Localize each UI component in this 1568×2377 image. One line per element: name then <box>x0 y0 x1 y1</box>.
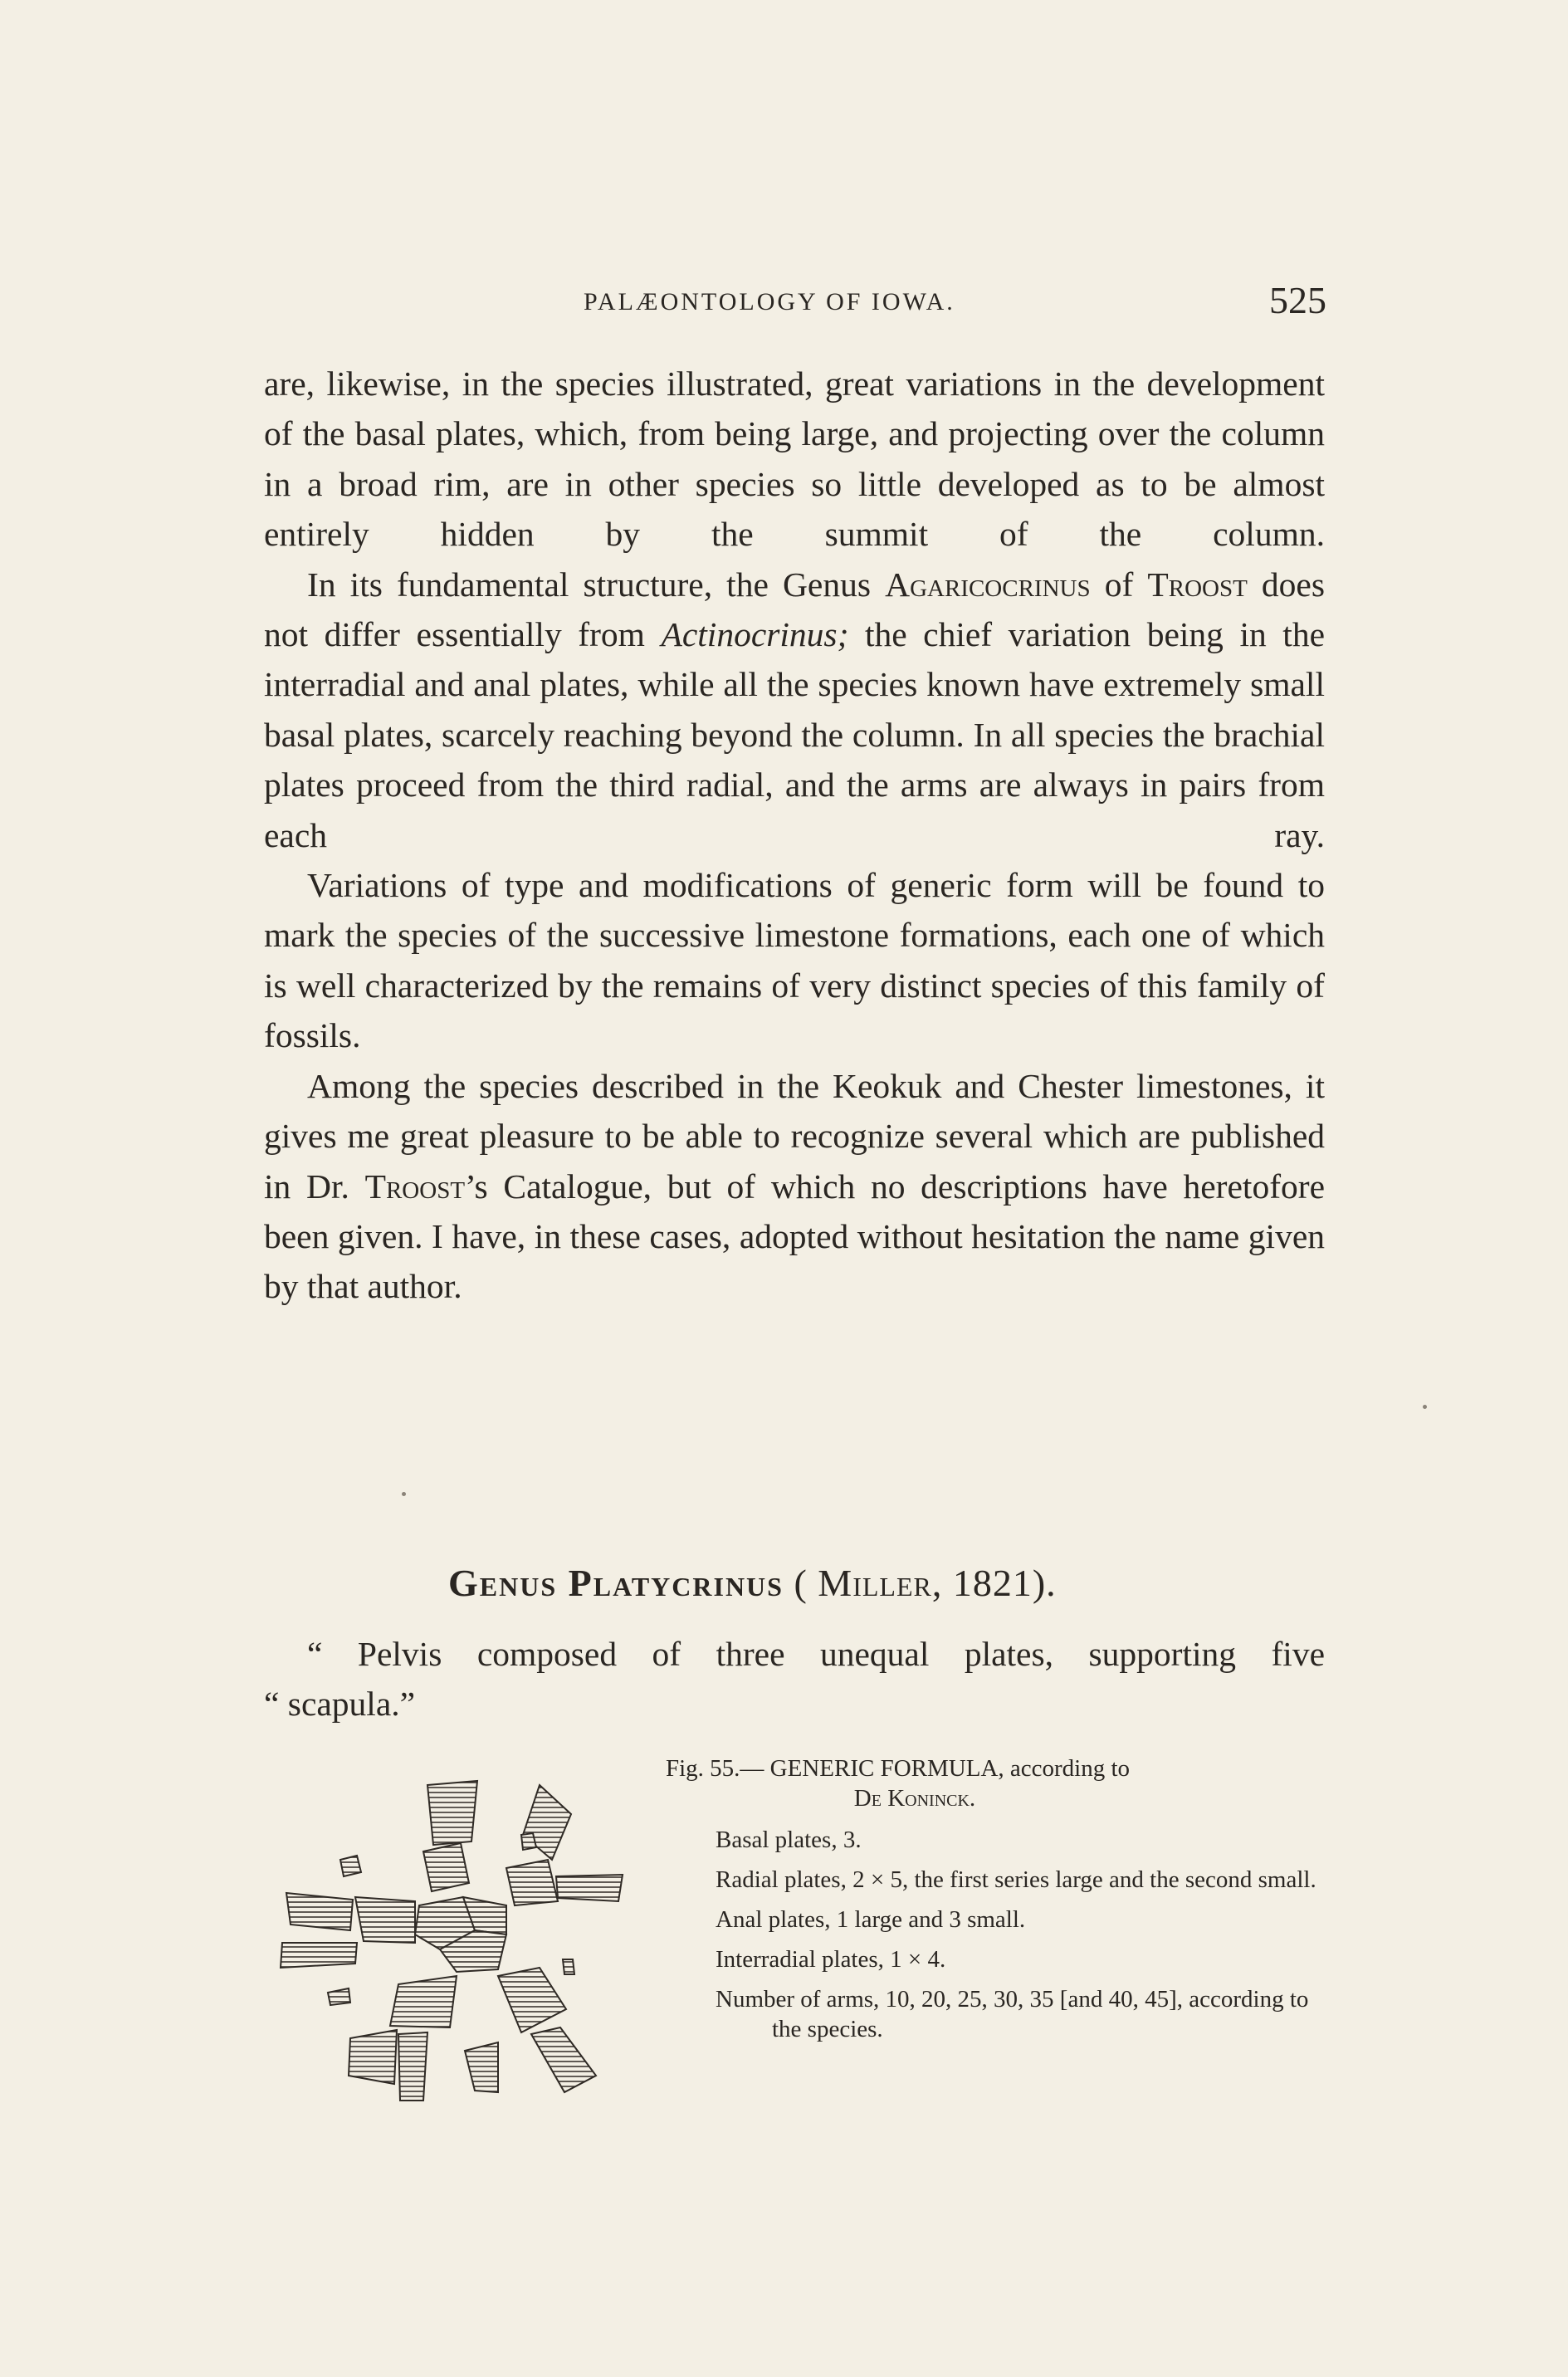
radial-plate <box>423 1843 469 1891</box>
p2-text-c: does not differ essentially from <box>264 565 1325 654</box>
figure-caption <box>666 1753 1330 2054</box>
genus-quote <box>264 1629 1325 1729</box>
p2-text-d: the chief variation being in the interradial and anal plates, while all the species known have extremely small basal plates, scarcely reaching beyond the column. In all species the brachial plates proceed from the third radial, and the arms are always in pairs from each ray. <box>264 615 1325 854</box>
paragraph-1: are, likewise, in the species illustrated, great variations in the development of the basal plates, which, from being large, and projecting over the column in a broad rim, are in other species so little developed as to be almost entirely hidden by the summit of the column. <box>264 364 1325 554</box>
paper-speck <box>1423 1405 1427 1409</box>
page-number: 525 <box>1269 279 1326 321</box>
genus-author: ( Miller, 1821). <box>794 1562 1057 1604</box>
interradial-plate <box>521 1833 536 1850</box>
interradial-plate <box>328 1988 350 2005</box>
radial-plate <box>498 1968 566 2032</box>
p2-text-a: In its fundamental structure, the Genus <box>307 565 886 604</box>
arm-bundle <box>427 1781 477 1845</box>
caption-item-basal: Basal plates, 3. <box>716 1827 862 1853</box>
genus-name: Genus Platycrinus <box>448 1562 784 1604</box>
running-header <box>264 278 1326 328</box>
caption-item-anal: Anal plates, 1 large and 3 small. <box>716 1906 1026 1933</box>
p2-author-name: Troost <box>1147 565 1248 604</box>
p4-text-a: Among the species described in the Keokuk and Chester limestones, it gives me great pleasure to be able to recognize several which are published in Dr. <box>264 1066 1325 1206</box>
generic-formula-diagram <box>257 1735 672 2117</box>
p4-author-name: Troost <box>364 1166 466 1206</box>
caption-item-arms: Number of arms, 10, 20, 25, 30, 35 [and 40, 45], according to the species. <box>716 1986 1309 2042</box>
quote-line-2: “ scapula.” <box>264 1685 416 1723</box>
p4-text-b: ’s Catalogue, but of which no descriptions have heretofore been given. I have, in these cases, adopted without hesitation the name given by that author. <box>264 1166 1326 1306</box>
arm-bundle <box>398 2032 427 2101</box>
paragraph-4 <box>264 1061 1325 1312</box>
radial-plate <box>390 1976 457 2027</box>
running-title: PALÆONTOLOGY OF IOWA. <box>584 288 955 315</box>
arm-bundle <box>286 1893 353 1930</box>
body-text <box>264 359 1325 1312</box>
genus-heading <box>448 1561 1057 1605</box>
arm-bundle <box>281 1943 357 1968</box>
paper-speck <box>402 1492 406 1496</box>
radial-plate <box>355 1897 415 1943</box>
paragraph-2 <box>264 560 1325 860</box>
arm-bundle <box>556 1875 623 1901</box>
caption-title: Fig. 55.— GENERIC FORMULA, according to <box>666 1755 1131 1782</box>
arm-bundle <box>349 2030 397 2084</box>
interradial-plate <box>563 1959 574 1974</box>
p2-text-b: of <box>1090 565 1148 604</box>
radial-plate <box>506 1860 558 1905</box>
p2-italic-genus: Actinocrinus; <box>661 615 849 654</box>
anal-plate <box>340 1856 361 1876</box>
caption-item-radial: Radial plates, 2 × 5, the first series large and the second small. <box>716 1866 1316 1893</box>
quote-line-1: “ Pelvis composed of three unequal plates, supporting five <box>307 1635 1325 1673</box>
paragraph-3: Variations of type and modifications of generic form will be found to mark the species of the successive limestone formations, each one of which is well characterized by the remains of very distinct species of this family of fossils. <box>264 866 1325 1055</box>
arm-bundle <box>465 2042 498 2092</box>
p2-genus-name: Agaricocrinus <box>885 565 1091 604</box>
caption-author: De Koninck. <box>853 1785 976 1812</box>
caption-item-interradial: Interradial plates, 1 × 4. <box>716 1946 946 1973</box>
arm-bundle <box>531 2027 596 2092</box>
